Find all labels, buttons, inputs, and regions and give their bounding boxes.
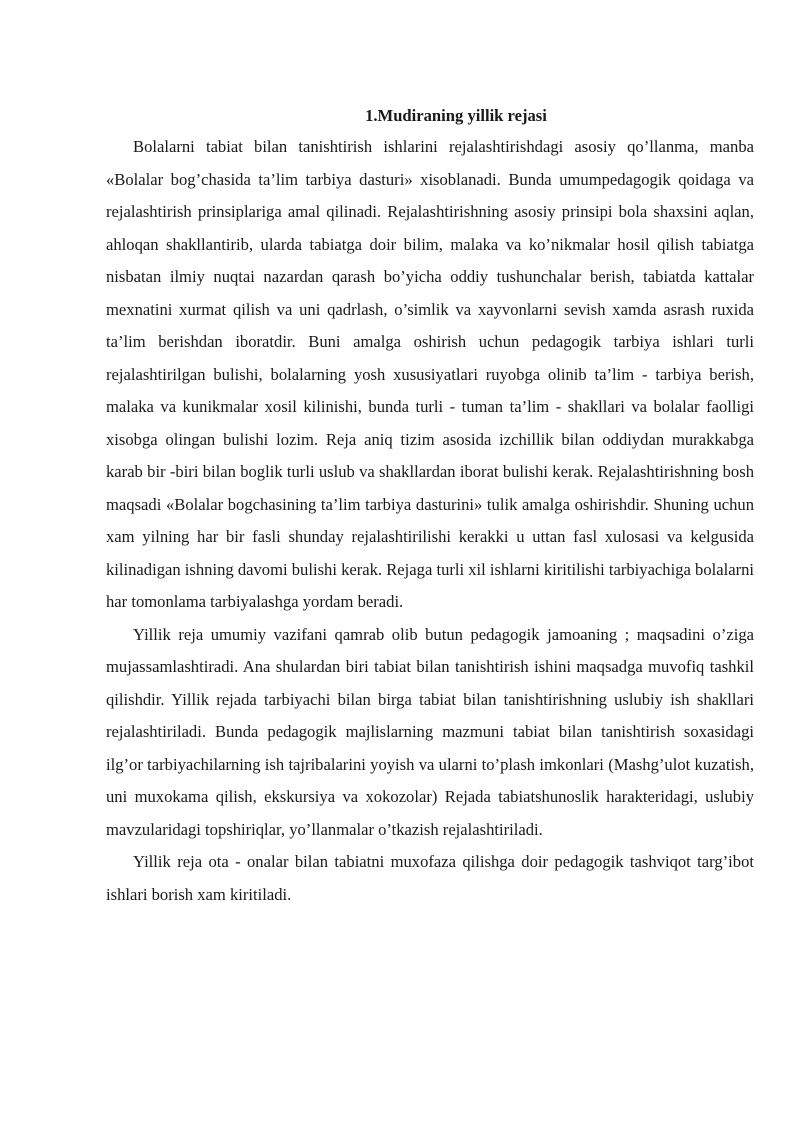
paragraph-3: Yillik reja ota - onalar bilan tabiatni muxofaza qilishga doir pedagogik tashviqot targ’ibot ishlari borish xam kiritiladi. [106, 852, 754, 904]
document-body [106, 100, 754, 911]
paragraph-1: Bolalarni tabiat bilan tanishtirish ishlarini rejalashtirishdagi asosiy qo’llanma, manba «Bolalar bog’chasida ta’lim tarbiya dasturi» xisoblanadi. Bunda umumpedagogik qoidaga va rejalashtirish prinsiplariga amal qilinadi. Rejalashtirishning asosiy prinsipi bola shaxsini aqlan, ahloqan shakllantirib, ularda tabiatga doir bilim, malaka va ko’nikmalar hosil qilish tabiatga nisbatan ilmiy nuqtai nazardan qarash bo’yicha oddiy tushunchalar berish, tabiatda kattalar mexnatini xurmat qilish va uni qadrlash, o’simlik va xayvonlarni sevish xamda asrash ruxida ta’lim berishdan iboratdir. Buni amalga oshirish uchun pedagogik tarbiya ishlari turli rejalashtirilgan bulishi, bolalarning yosh xususiyatlari ruyobga olinib ta’lim - tarbiya berish, malaka va kunikmalar xosil kilinishi, bunda turli - tuman ta’lim - shakllari va bolalar faolligi xisobga olingan bulishi lozim. Reja aniq tizim asosida izchillik bilan oddiydan murakkabga karab bir -biri bilan boglik turli uslub va shakllardan iborat bulishi kerak. Rejalashtirishning bosh maqsadi «Bolalar bogchasining ta’lim tarbiya dasturini» tulik amalga oshirishdir. Shuning uchun xam yilning har bir fasli shunday rejalashtirilishi kerakki u uttan fasl xulosasi va kelgusida kilinadigan ishning davomi bulishi kerak. Rejaga turli xil ishlarni kiritilishi tarbiyachiga bolalarni har tomonlama tarbiyalashga yordam beradi. [106, 137, 754, 611]
paragraph-2: Yillik reja umumiy vazifani qamrab olib butun pedagogik jamoaning ; maqsadini o’ziga mujassamlashtiradi. Ana shulardan biri tabiat bilan tanishtirish ishini maqsadga muvofiq tashkil qilishdir. Yillik rejada tarbiyachi bilan birga tabiat bilan tanishtirishning uslubiy ish shakllari rejalashtiriladi. Bunda pedagogik majlislarning mazmuni tabiat bilan tanishtirish soxasidagi ilg’or tarbiyachilarning ish tajribalarini yoyish va ularni to’plash imkonlari (Mashg’ulot kuzatish, uni muxokama qilish, ekskursiya va xokozolar) Rejada tabiatshunoslik harakteridagi, uslubiy mavzularidagi topshiriqlar, yo’llanmalar o’tkazish rejalashtiriladi. [106, 624, 754, 839]
section-title: 1.Mudiraning yillik rejasi [365, 106, 547, 125]
